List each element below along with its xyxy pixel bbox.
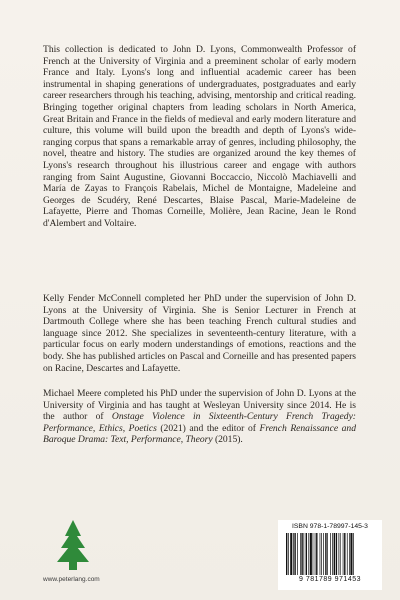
barcode-bar	[286, 533, 287, 575]
barcode-bar	[343, 533, 344, 575]
barcode-bar	[313, 533, 314, 575]
bio-text: (2021) and the editor of	[156, 422, 260, 434]
barcode-bar	[288, 533, 289, 575]
publisher-website: www.peterlang.com	[43, 576, 100, 583]
bio-text: (2015).	[212, 434, 243, 446]
barcode-bar	[321, 533, 322, 575]
barcode-bar	[315, 533, 316, 575]
book-title: French Renaissance and Baroque Drama: Text, Performance, Theory	[43, 422, 356, 446]
barcode-bar	[336, 533, 337, 575]
book-description: This collection is dedicated to John D. Lyons, Commonwealth Professor of French at the University of Virginia and a preeminent scholar of early modern France and Italy. Lyons's long and influential academic career has been instrumental in shaping generations of undergraduates, postgraduates and early career researchers through his teaching, advising, mentorship and critical reading. Bringing together original chapters from leading scholars in North America, Great Britain and France in the fields of medieval and early modern literature and culture, this volume will build upon the breadth and depth of Lyons's wide-ranging corpus that spans a remarkable array of genres, including philosophy, the novel, theatre and history. The studies are organized around the key themes of Lyons's research throughout his illustrious career and engage with authors ranging from Saint Augustine, Giovanni Boccaccio, Niccolò Machiavelli and María de Zayas to François Rabelais, Michel de Montaigne, Madeleine and Georges de Scudéry, René Descartes, Blaise Pascal, Marie-Madeleine de Lafayette, Pierre and Thomas Corneille, Molière, Jean Racine, Jean le Rond d'Alembert and Voltaire.	[43, 44, 356, 229]
book-title: Onstage Violence in Sixteenth-Century French Tragedy: Performance, Ethics, Poetics	[43, 411, 356, 434]
barcode-bar	[316, 533, 317, 575]
barcode-bar	[323, 533, 324, 575]
barcode-bar	[304, 533, 305, 575]
barcode-bars	[286, 533, 376, 575]
barcode-bar	[310, 533, 312, 575]
barcode-bar	[350, 533, 352, 575]
barcode-bar	[332, 533, 333, 575]
barcode-bar	[306, 533, 307, 575]
barcode-bar	[334, 533, 335, 575]
isbn-barcode	[278, 520, 382, 590]
barcode-bar	[293, 533, 294, 575]
barcode-bar	[349, 533, 350, 575]
isbn-label: ISBN 978-1-78997-145-3	[292, 523, 368, 530]
barcode-bar	[308, 533, 309, 575]
barcode-bar	[347, 533, 348, 575]
barcode-bar	[330, 533, 331, 575]
barcode-digits: 9 781789 971453	[299, 576, 361, 583]
barcode-bar	[300, 533, 301, 575]
barcode-bar	[340, 533, 341, 575]
bio-text: Michael Meere completed his PhD under the supervision of John D. Lyons at the University of Virginia and has taught at Wesleyan University since 2014. He is the author of	[43, 388, 356, 423]
barcode-bar	[353, 533, 354, 575]
barcode-bar	[297, 533, 298, 575]
barcode-bar	[320, 533, 321, 575]
editor-bio-mcconnell: Kelly Fender McConnell completed her PhD under the supervision of John D. Lyons at the University of Virginia. She is Senior Lecturer in French at Dartmouth College where she has been teaching French cultural studies and language since 2012. She specializes in seventeenth-century literature, with a particular focus on early modern understandings of emotions, reactions and the body. She has published articles on Pascal and Corneille and has presented papers on Racine, Descartes and Lafayette.	[43, 293, 356, 374]
barcode-bar	[294, 533, 295, 575]
barcode-bar	[290, 533, 292, 575]
barcode-bar	[327, 533, 328, 575]
editor-bio-meere	[43, 388, 356, 446]
barcode-bar	[301, 533, 302, 575]
barcode-bar	[325, 533, 326, 575]
barcode-bar	[344, 533, 345, 575]
barcode-bar	[339, 533, 340, 575]
